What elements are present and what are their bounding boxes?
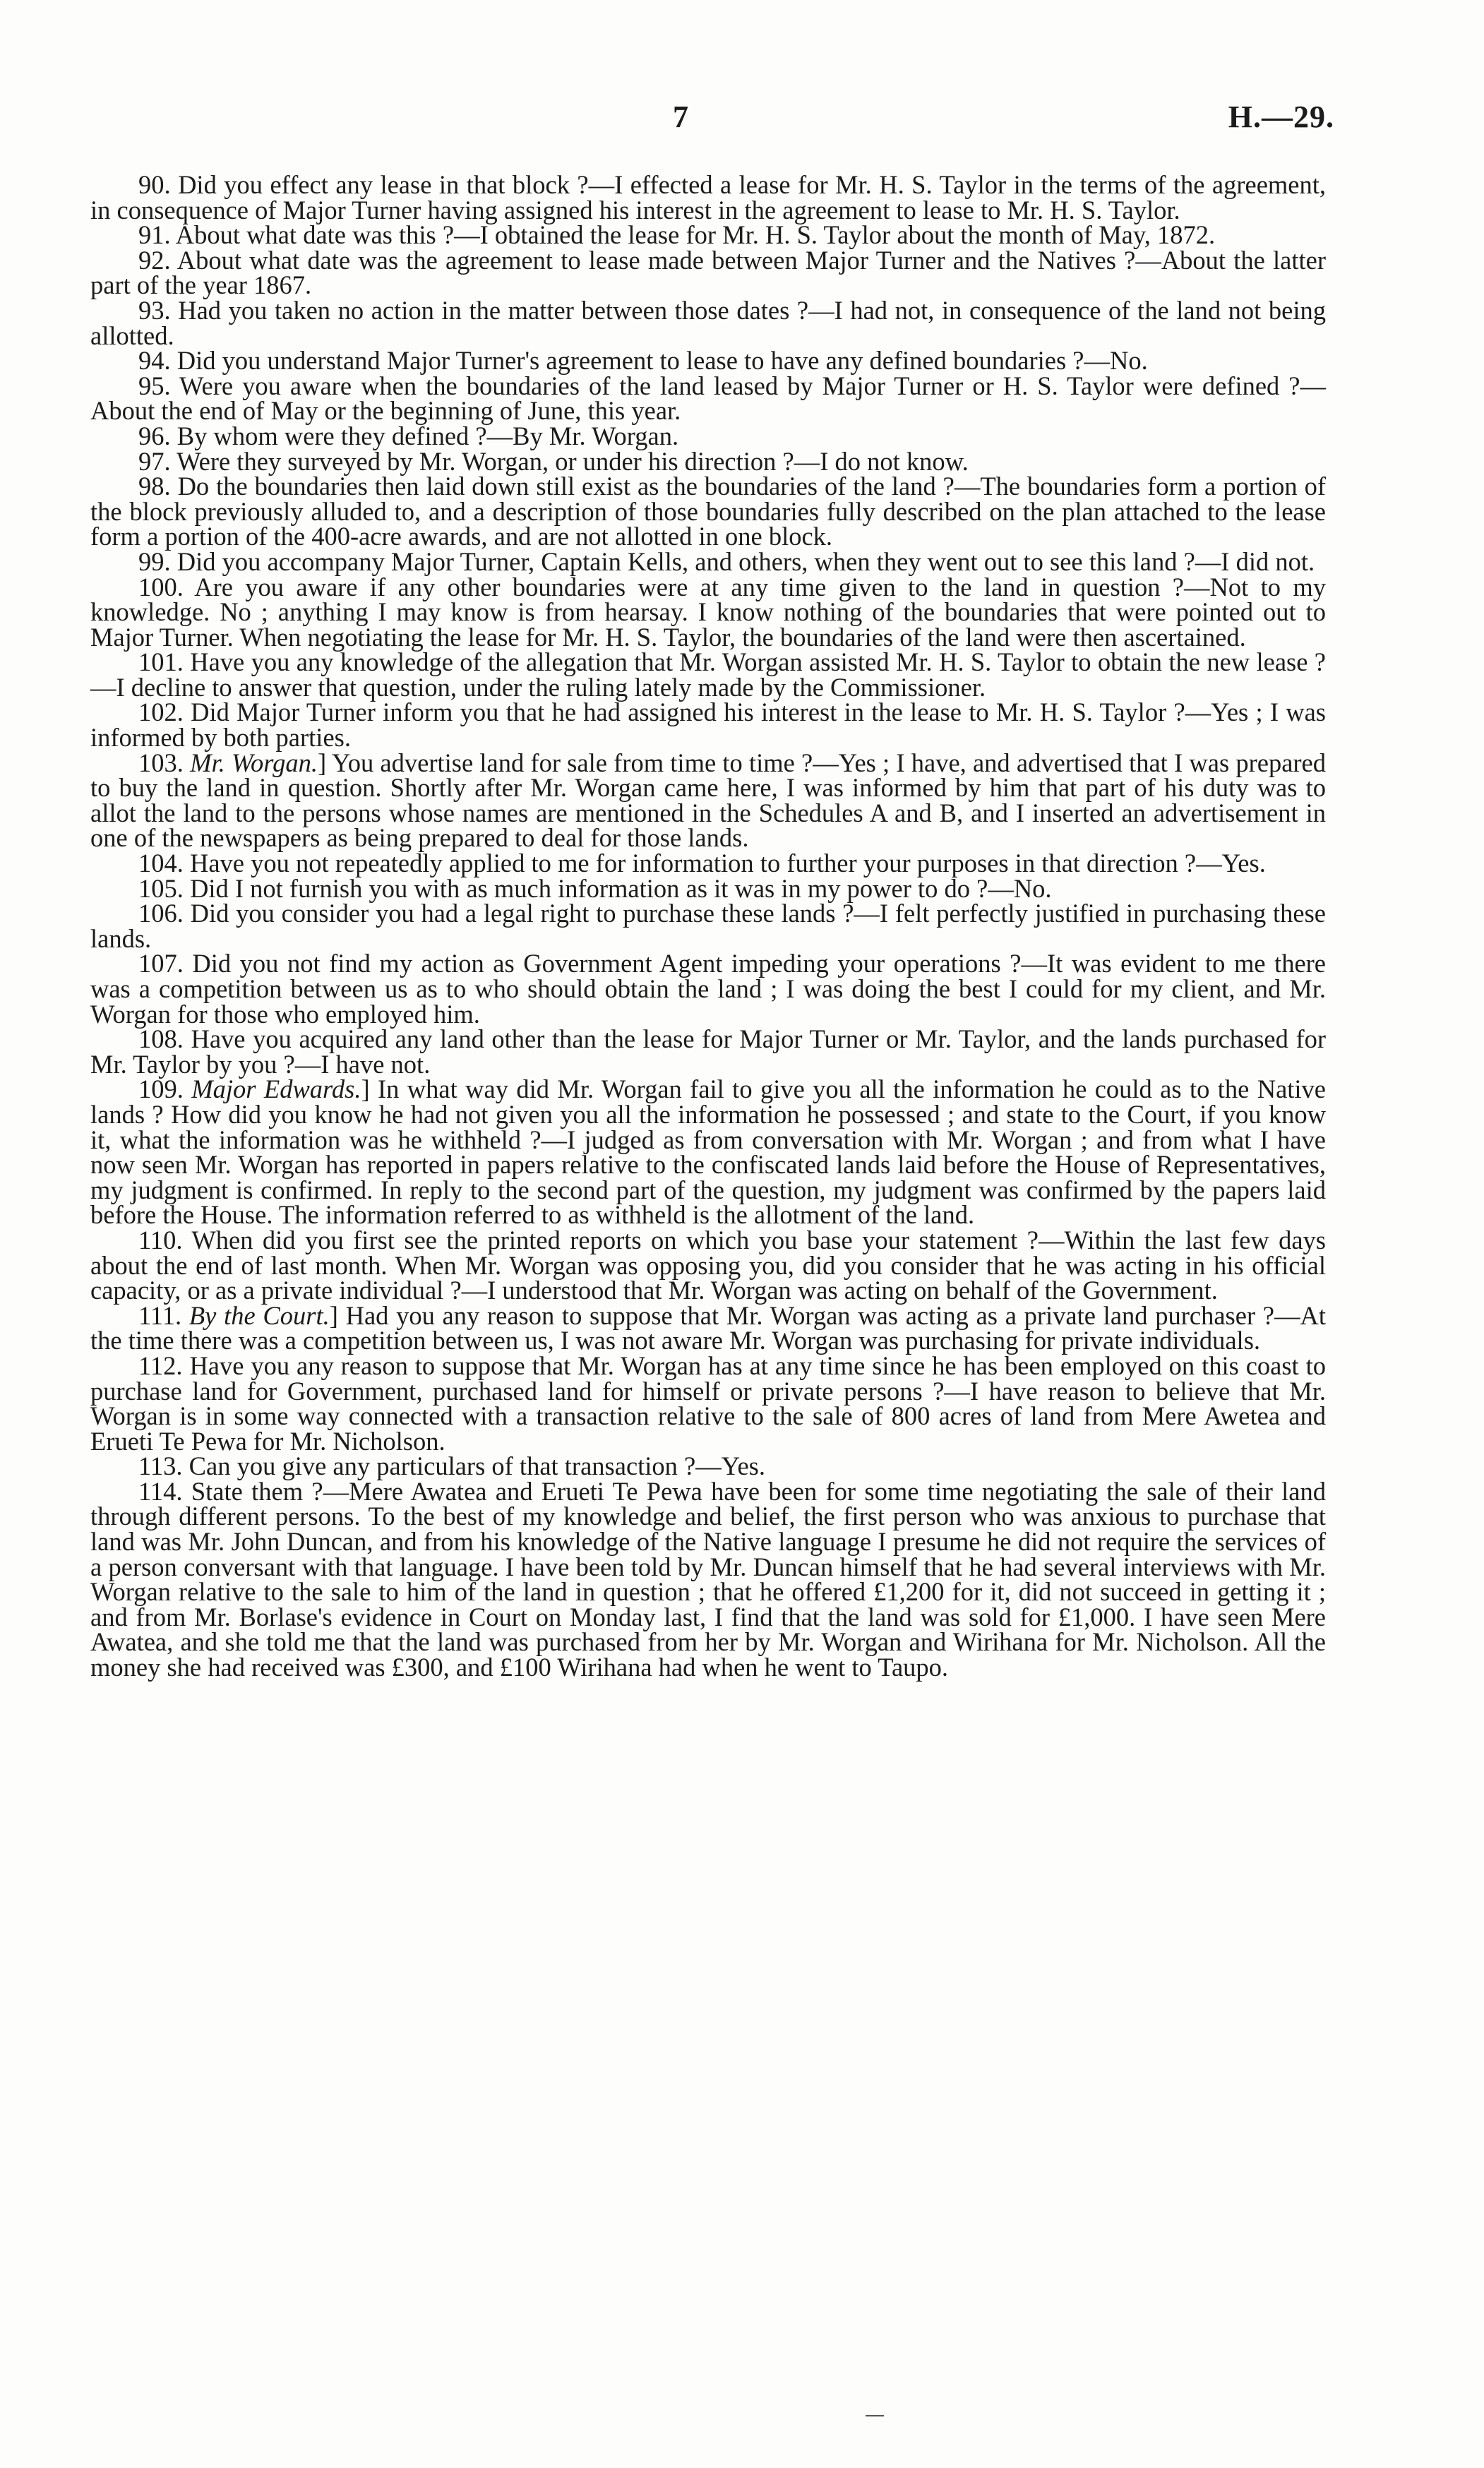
question-paragraph xyxy=(90,474,1326,549)
question-number: 98. xyxy=(138,472,171,501)
question-text: Did you not find my action as Government Agent impeding your operations ?—It was evident to me there was a competition between us as to who should obtain the land ; I was doing the best I could for my client, and Mr. Worgan for those who employed him. xyxy=(90,949,1326,1029)
question-paragraph xyxy=(90,1350,1326,1456)
question-number: 94. xyxy=(138,346,171,376)
question-paragraph xyxy=(90,446,1326,476)
document-reference: H.—29. xyxy=(1228,100,1334,134)
question-paragraph xyxy=(90,649,1326,700)
question-paragraph xyxy=(90,295,1327,350)
speaker-name: Mr. Worgan. xyxy=(190,748,318,777)
question-paragraph xyxy=(90,1074,1327,1230)
question-number: 105. xyxy=(138,873,184,903)
question-number: 99. xyxy=(138,546,171,576)
question-text: Did you understand Major Turner's agreement to lease to have any defined boundaries ?—No. xyxy=(176,346,1148,376)
question-number: 96. xyxy=(138,421,171,450)
question-text: Have you not repeatedly applied to me for information to further your purposes in that direction ?—Yes. xyxy=(190,849,1266,878)
question-text: Have you any knowledge of the allegation that Mr. Worgan assisted Mr. H. S. Taylor to obtain the new lease ?—I decline to answer that question, under the ruling lately made by the Commissioner. xyxy=(90,647,1327,702)
question-number: 95. xyxy=(138,371,171,400)
page-header xyxy=(0,99,1484,141)
question-paragraph xyxy=(90,750,1326,851)
question-paragraph xyxy=(90,222,1326,248)
question-text: State them ?—Mere Awatea and Erueti Te Pewa have been for some time negotiating the sale of their land through different persons. To the best of my knowledge and belief, the first person who was anxious to purchase that land was Mr. John Duncan, and from his knowledge of the Native language I presume he did not require the services of a person conversant with that language. I have been told by Mr. Duncan himself that he had several interviews with Mr. Worgan relative to the sale to him of the land in question ; that he offered £1,200 for it, did not succeed in getting it ; and from Mr. Borlase's evidence in Court on Monday last, I find that the land was sold for £1,000. I have seen Mere Awatea, and she told me that the land was purchased from her by Mr. Worgan and Wirihana for Mr. Nicholson. All the money she had received was £300, and £100 Wirihana had when he went to Taupo. xyxy=(90,1476,1327,1682)
question-text: Did you accompany Major Turner, Captain Kells, and others, when they went out to see this land ?—I did not. xyxy=(176,546,1315,576)
question-paragraph xyxy=(90,546,1326,576)
question-number: 100. xyxy=(138,572,184,601)
question-paragraph xyxy=(90,346,1326,376)
question-text: Had you taken no action in the matter between those dates ?—I had not, in consequence of the land not being allotted. xyxy=(90,295,1327,350)
question-text: About what date was this ?—I obtained the lease for Mr. H. S. Taylor about the month of May, 1872. xyxy=(175,220,1216,250)
evidence-body xyxy=(90,172,1326,1680)
question-paragraph xyxy=(90,572,1326,652)
question-paragraph xyxy=(90,1225,1326,1305)
question-text: Did you effect any lease in that block ?—I effected a lease for Mr. H. S. Taylor in the terms of the agreement, in consequence of Major Turner having assigned his interest in the agreement to lease to Mr. H. S. Taylor. xyxy=(90,170,1326,224)
question-text: Were they surveyed by Mr. Worgan, or under his direction ?—I do not know. xyxy=(176,446,969,476)
speaker-name: By the Court. xyxy=(189,1300,330,1330)
question-paragraph xyxy=(90,1451,1326,1481)
question-number: 113. xyxy=(138,1451,183,1481)
question-number: 91. xyxy=(138,220,171,250)
page-number: 7 xyxy=(673,100,688,134)
question-number: 92. xyxy=(138,245,171,275)
question-number: 106. xyxy=(138,899,184,928)
end-rule xyxy=(866,2415,884,2416)
question-number: 97. xyxy=(138,446,171,476)
question-text: When did you first see the printed reports on which you base your statement ?—Within the last few days about the end of last month. When Mr. Worgan was opposing you, did you consider that he was acting in his official capacity, or as a private individual ?—I understood that Mr. Worgan was acting on behalf of the Government. xyxy=(90,1225,1326,1305)
question-number: 109. xyxy=(138,1074,184,1104)
question-number: 90. xyxy=(138,170,171,199)
question-paragraph xyxy=(90,1300,1327,1355)
question-text: About what date was the agreement to lease made between Major Turner and the Natives ?—About the latter part of the year 1867. xyxy=(90,245,1326,300)
question-paragraph xyxy=(90,901,1326,951)
question-paragraph xyxy=(90,697,1327,753)
question-text: Were you aware when the boundaries of the land leased by Major Turner or H. S. Taylor were defined ?—About the end of May or the beginning of June, this year. xyxy=(90,371,1327,426)
question-number: 103. xyxy=(138,748,184,777)
question-number: 107. xyxy=(138,949,184,978)
question-text: Did Major Turner inform you that he had assigned his interest in the lease to Mr. H. S. Taylor ?—Yes ; I was informed by both parties. xyxy=(90,697,1327,753)
question-paragraph xyxy=(90,1476,1327,1682)
question-text: Do the boundaries then laid down still exist as the boundaries of the land ?—The boundaries form a portion of the block previously alluded to, and a description of those boundaries fully described on the plan attached to the lease form a portion of the 400-acre awards, and are not allotted in one block. xyxy=(90,472,1326,551)
question-text: Are you aware if any other boundaries were at any time given to the land in question ?—Not to my knowledge. No ; anything I may know is from hearsay. I know nothing of the boundaries that were pointed out to Major Turner. When negotiating the lease for Mr. H. S. Taylor, the boundaries of the land were then ascertained. xyxy=(90,572,1326,652)
question-number: 112. xyxy=(138,1350,183,1380)
question-number: 108. xyxy=(138,1024,184,1054)
question-text: ] In what way did Mr. Worgan fail to give you all the information he could as to the Native lands ? How did you know he had not given you all the information he possessed ; and state to the Court, if you know it, what the information was he withheld ?—I judged as from conversation with Mr. Worgan ; and from what I have now seen Mr. Worgan has reported in papers relative to the confiscated lands laid before the House of Representatives, my judgment is confirmed. In reply to the second part of the question, my judgment was confirmed by the papers laid before the House. The information referred to as withheld is the allotment of the land. xyxy=(90,1074,1327,1230)
question-number: 111. xyxy=(138,1300,182,1330)
question-text: Can you give any particulars of that transaction ?—Yes. xyxy=(189,1451,765,1481)
question-text: ] Had you any reason to suppose that Mr. Worgan was acting as a private land purchaser ?—At the time there was a competition between us, I was not aware Mr. Worgan was purchasing for private individuals. xyxy=(90,1300,1327,1355)
question-text: ] You advertise land for sale from time to time ?—Yes ; I have, and advertised that I was prepared to buy the land in question. Shortly after Mr. Worgan came here, I was informed by him that part of his duty was to allot the land to the persons whose names are mentioned in the Schedules A and B, and I inserted an advertisement in one of the newspapers as being prepared to deal for those lands. xyxy=(90,748,1327,853)
question-text: Have you any reason to suppose that Mr. Worgan has at any time since he has been employed on this coast to purchase land for Government, purchased land for himself or private persons ?—I have reason to believe that Mr. Worgan is in some way connected with a transaction relative to the sale of 800 acres of land from Mere Awetea and Erueti Te Pewa for Mr. Nicholson. xyxy=(90,1350,1326,1456)
question-paragraph xyxy=(90,172,1326,222)
question-text: By whom were they defined ?—By Mr. Worgan. xyxy=(176,421,679,450)
question-text: Have you acquired any land other than the lease for Major Turner or Mr. Taylor, and the lands purchased for Mr. Taylor by you ?—I have not. xyxy=(90,1024,1327,1079)
question-text: Did I not furnish you with as much information as it was in my power to do ?—No. xyxy=(190,873,1052,903)
question-paragraph xyxy=(90,851,1326,876)
question-number: 93. xyxy=(138,295,171,325)
question-number: 102. xyxy=(138,697,184,727)
question-paragraph xyxy=(90,873,1326,903)
question-paragraph xyxy=(90,1026,1326,1077)
question-paragraph xyxy=(90,245,1326,300)
question-number: 101. xyxy=(138,647,184,677)
speaker-name: Major Edwards. xyxy=(191,1074,361,1104)
question-number: 114. xyxy=(138,1476,183,1506)
question-paragraph xyxy=(90,949,1326,1029)
question-paragraph xyxy=(90,373,1326,424)
question-paragraph xyxy=(90,421,1326,450)
question-number: 110. xyxy=(138,1225,183,1254)
question-number: 104. xyxy=(138,849,184,878)
question-text: Did you consider you had a legal right to purchase these lands ?—I felt perfectly justified in purchasing these lands. xyxy=(90,899,1326,953)
